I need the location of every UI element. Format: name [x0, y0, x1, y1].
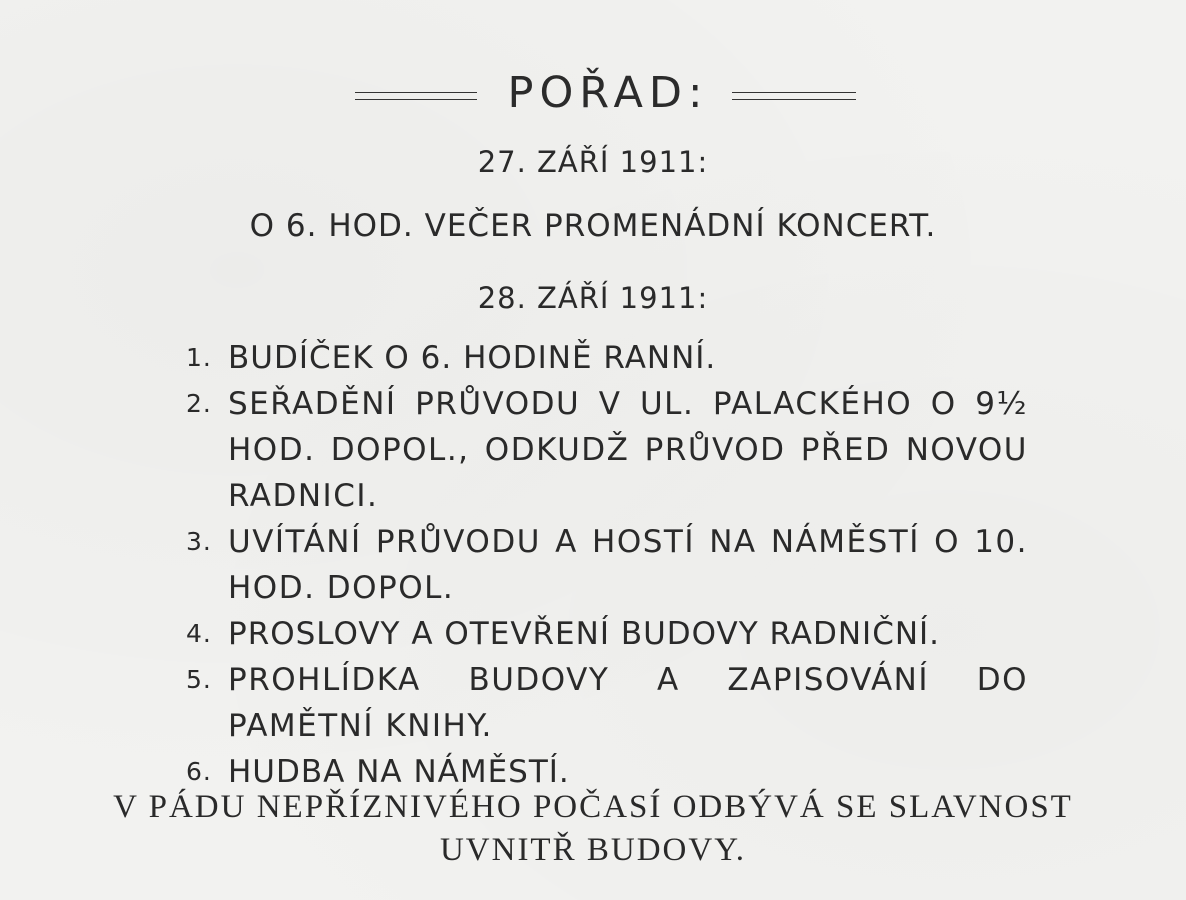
weather-note: V PÁDU NEPŘÍZNIVÉHO POČASÍ ODBÝVÁ SE SLAVNOST UVNITŘ BUDOVY.: [113, 789, 1073, 868]
date-heading-day1: 27. ZÁŘÍ 1911:: [477, 145, 709, 179]
list-item: [180, 657, 1040, 749]
list-item-text: HUDBA NA NÁMĚSTÍ.: [228, 754, 570, 790]
list-item-text: PROSLOVY A OTEVŘENÍ BUDOVY RADNIČNÍ.: [228, 616, 941, 652]
program-list: [180, 335, 1040, 795]
list-item-text: UVÍTÁNÍ PRŮVODU A HOSTÍ NA NÁMĚSTÍ O 10. HOD. DOPOL.: [228, 524, 1028, 606]
list-item-text: SEŘADĚNÍ PRŮVODU V UL. PALACKÉHO O 9½ HOD. DOPOL., ODKUDŽ PRŮVOD PŘED NOVOU RADNICI.: [228, 386, 1028, 514]
list-item-number: 1.: [186, 343, 212, 372]
list-item-text: PROHLÍDKA BUDOVY A ZAPISOVÁNÍ DO PAMĚTNÍ KNIHY.: [228, 662, 1028, 744]
list-item-number: 4.: [186, 619, 212, 648]
event-day1: O 6. HOD. VEČER PROMENÁDNÍ KONCERT.: [249, 208, 937, 244]
decorative-double-rule-right: [732, 92, 856, 100]
list-item-number: 5.: [186, 665, 212, 694]
program-title: POŘAD:: [507, 68, 709, 118]
list-item: [180, 381, 1040, 519]
decorative-double-rule-left: [355, 92, 477, 100]
list-item-text: BUDÍČEK O 6. HODINĚ RANNÍ.: [228, 340, 717, 376]
date-heading-day2: 28. ZÁŘÍ 1911:: [477, 281, 709, 315]
list-item: [180, 335, 1040, 381]
list-item: [180, 611, 1040, 657]
title-row: [350, 66, 860, 126]
list-item: [180, 519, 1040, 611]
list-item-number: 3.: [186, 527, 212, 556]
list-item-number: 6.: [186, 757, 212, 786]
list-item-number: 2.: [186, 389, 212, 418]
